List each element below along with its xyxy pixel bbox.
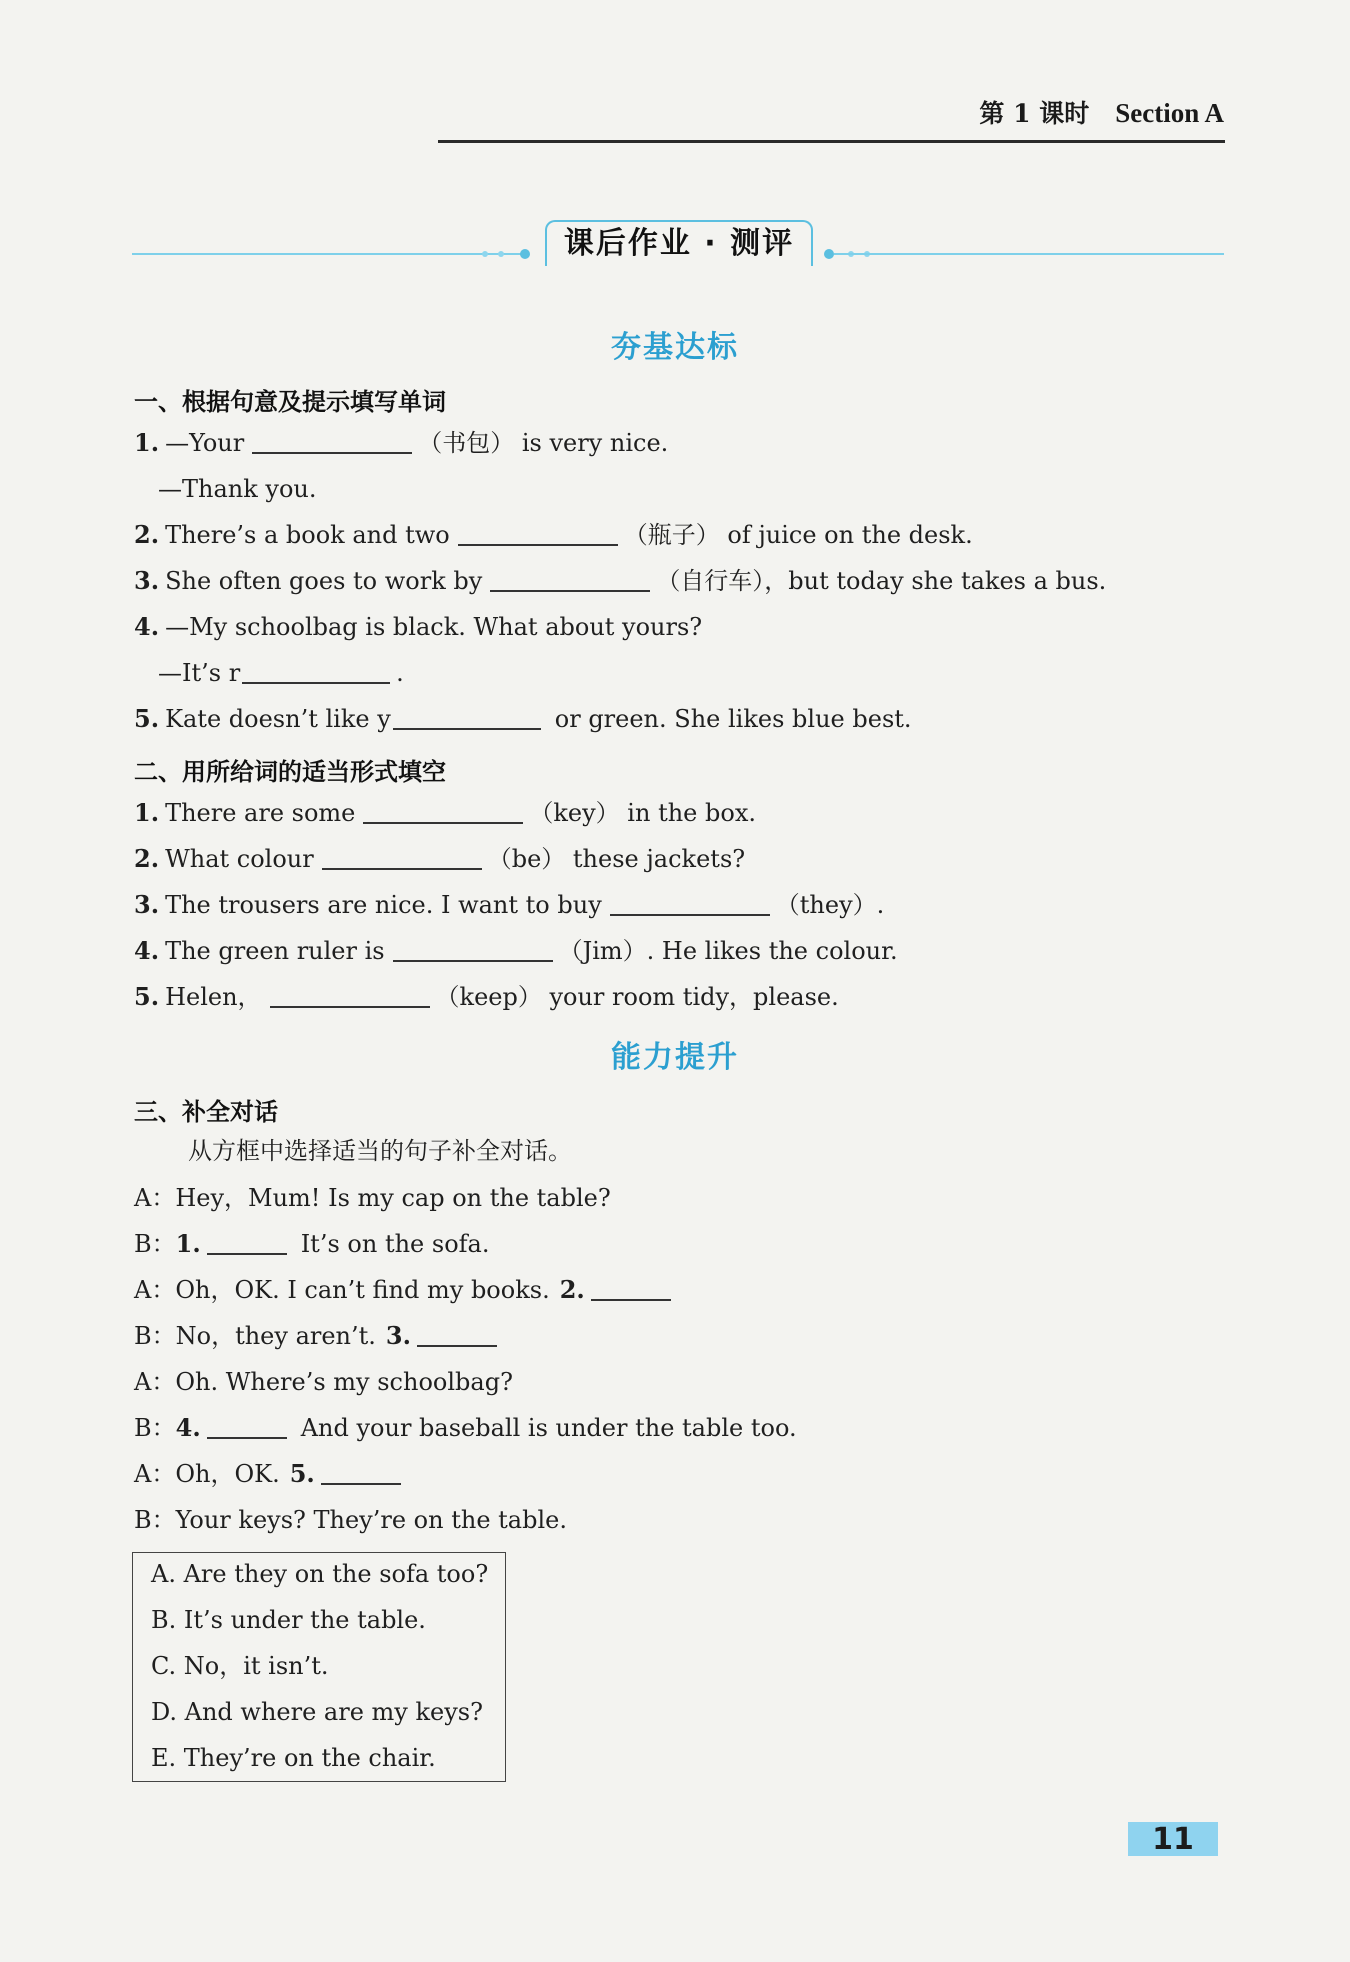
banner-title: 课后作业 · 测评 [545,220,813,266]
banner-dot [482,251,488,257]
item-text: Kate doesn’t like y [165,705,391,733]
item-number: 5. [134,704,160,733]
question-heading-1: 一、根据句意及提示填写单词 [134,388,446,416]
answer-blank[interactable] [242,660,390,684]
q2-item-5 [134,982,839,1012]
q2-item-4 [134,936,898,966]
dialogue-text: B： [134,1230,176,1258]
q1-item-2 [134,520,973,550]
answer-blank[interactable] [207,1231,287,1255]
answer-blank[interactable] [363,800,523,824]
banner-dot [824,249,834,259]
item-number: 5. [134,982,160,1011]
lesson-label: 第 1 课时 [979,99,1090,128]
item-number: 4. [134,936,160,965]
q3-instruction: 从方框中选择适当的句子补全对话。 [188,1137,572,1165]
question-heading-2: 二、用所给词的适当形式填空 [134,758,446,786]
item-text: —It’s r [158,659,241,687]
item-number: 4. [134,612,160,641]
dialogue-text: A：Oh，OK. [134,1460,280,1488]
q2-item-3 [134,890,884,920]
item-text: （they）. [775,891,885,919]
option-e: E. They’re on the chair. [151,1744,436,1772]
item-number: 3. [134,890,160,919]
item-text: What colour [165,845,314,873]
answer-blank[interactable] [393,938,553,962]
banner-line-left [132,253,522,255]
question-heading-3: 三、补全对话 [134,1098,278,1126]
q2-item-1 [134,798,756,828]
answer-blank[interactable] [393,706,541,730]
q1-item-5 [134,704,912,734]
item-text: （自行车），but today she takes a bus. [656,567,1107,595]
dialogue-number: 4. [175,1413,201,1442]
page-number: 11 [1128,1822,1218,1856]
item-text: The trousers are nice. I want to buy [165,891,602,919]
item-text: （书包） is very nice. [418,429,669,457]
answer-blank[interactable] [321,1461,401,1485]
answer-blank[interactable] [322,846,482,870]
header-text [979,94,1224,130]
dialogue-line-4 [134,1321,503,1351]
banner-dot [520,249,530,259]
item-text: There’s a book and two [165,521,450,549]
dialogue-number: 1. [175,1229,201,1258]
dialogue-number: 3. [385,1321,411,1350]
section-label: Section A [1115,98,1224,128]
answer-blank[interactable] [490,568,650,592]
item-number: 1. [134,428,160,457]
item-text: There are some [165,799,356,827]
dialogue-line-3 [134,1275,677,1305]
option-a: A. Are they on the sofa too? [151,1560,489,1588]
item-text: —My schoolbag is black. What about yours? [165,613,703,641]
answer-blank[interactable] [270,984,430,1008]
item-text: or green. She likes blue best. [554,705,912,733]
item-text: She often goes to work by [165,567,483,595]
option-c: C. No，it isn’t. [151,1652,329,1680]
dialogue-line-5 [134,1367,513,1397]
item-text: （key） in the box. [529,799,756,827]
item-text: . [396,659,404,687]
item-number: 2. [134,520,160,549]
banner-dot [498,251,504,257]
q1-item-3 [134,566,1106,596]
section-title-basic: 夯基达标 [611,330,739,365]
answer-blank[interactable] [252,430,412,454]
item-text: （Jim）. He likes the colour. [558,937,898,965]
dialogue-line-7 [134,1459,407,1489]
q1-item-1 [134,428,668,458]
answer-blank[interactable] [417,1323,497,1347]
dialogue-text: B：No，they aren’t. [134,1322,376,1350]
banner-line-right [834,253,1224,255]
dialogue-text: It’s on the sofa. [300,1230,490,1258]
item-text: （be） these jackets? [487,845,746,873]
homework-banner [132,220,1224,270]
item-text: Helen， [165,983,262,1011]
dialogue-text: B：Your keys? They’re on the table. [134,1506,567,1534]
options-box [132,1552,506,1782]
dialogue-line-1 [134,1183,611,1213]
q1-item-4-reply [158,658,404,688]
q1-item-4 [134,612,702,642]
dialogue-line-8 [134,1505,567,1535]
item-text: —Your [165,429,245,457]
item-number: 2. [134,844,160,873]
q1-item-1-reply [158,474,317,504]
header-rule [438,140,1225,143]
item-number: 1. [134,798,160,827]
q2-item-2 [134,844,745,874]
answer-blank[interactable] [207,1415,287,1439]
answer-blank[interactable] [458,522,618,546]
item-text: —Thank you. [158,475,317,503]
dialogue-number: 2. [559,1275,585,1304]
answer-blank[interactable] [591,1277,671,1301]
option-d: D. And where are my keys? [151,1698,483,1726]
dialogue-line-6 [134,1413,797,1443]
dialogue-text: B： [134,1414,176,1442]
item-number: 3. [134,566,160,595]
dialogue-text: A：Oh. Where’s my schoolbag? [134,1368,513,1396]
dialogue-text: A：Oh，OK. I can’t find my books. [134,1276,550,1304]
dialogue-number: 5. [289,1459,315,1488]
answer-blank[interactable] [610,892,770,916]
item-text: （瓶子） of juice on the desk. [623,521,973,549]
item-text: The green ruler is [165,937,385,965]
section-title-advanced: 能力提升 [611,1040,739,1075]
item-text: （keep） your room tidy，please. [435,983,839,1011]
dialogue-text: A：Hey，Mum! Is my cap on the table? [134,1184,611,1212]
dialogue-line-2 [134,1229,489,1259]
dialogue-text: And your baseball is under the table too. [300,1414,797,1442]
option-b: B. It’s under the table. [151,1606,426,1634]
